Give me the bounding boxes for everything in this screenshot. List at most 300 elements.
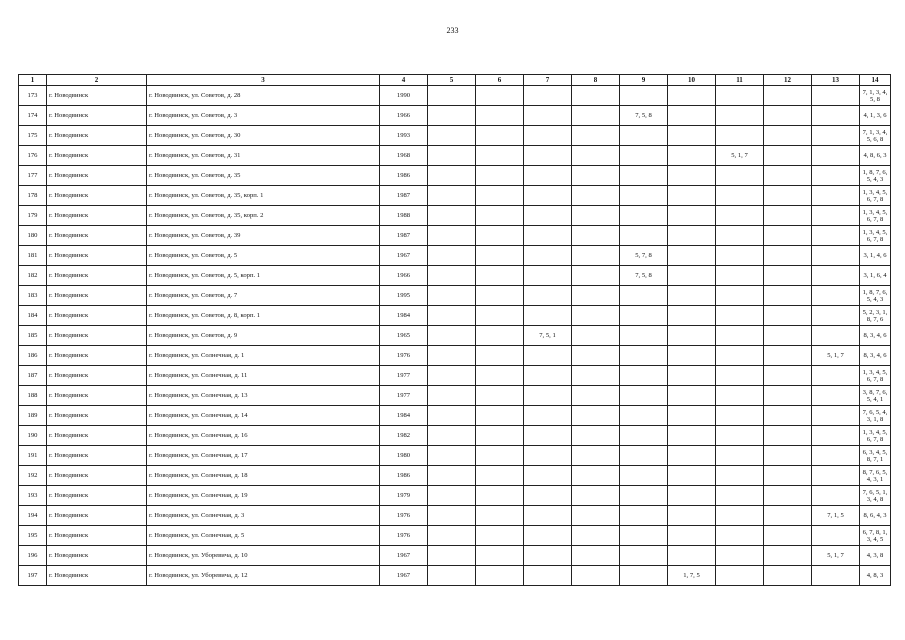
cell-col-6 [476, 526, 524, 546]
column-header-10: 10 [668, 75, 716, 86]
cell-row-number: 173 [19, 86, 47, 106]
cell-build-year: 1976 [380, 526, 428, 546]
cell-col-13 [812, 466, 860, 486]
cell-col-13 [812, 186, 860, 206]
table-row [19, 186, 891, 206]
cell-address: г. Новодвинск, ул. Уборевича, д. 12 [147, 566, 380, 586]
cell-col-8 [572, 386, 620, 406]
cell-col-12 [764, 226, 812, 246]
cell-row-number: 185 [19, 326, 47, 346]
cell-col-11 [716, 206, 764, 226]
cell-col-10 [668, 226, 716, 246]
cell-col-5 [428, 486, 476, 506]
cell-col-9 [620, 206, 668, 226]
cell-col-14: 1, 3, 4, 5, 6, 7, 8 [860, 366, 891, 386]
cell-col-14: 7, 6, 5, 1, 3, 4, 8 [860, 486, 891, 506]
table-row [19, 106, 891, 126]
cell-row-number: 191 [19, 446, 47, 466]
cell-row-number: 196 [19, 546, 47, 566]
cell-col-10 [668, 426, 716, 446]
cell-col-5 [428, 106, 476, 126]
cell-col-12 [764, 546, 812, 566]
cell-address: г. Новодвинск, ул. Советов, д. 31 [147, 146, 380, 166]
cell-col-11: 5, 1, 7 [716, 146, 764, 166]
cell-col-11 [716, 366, 764, 386]
cell-col-14: 4, 8, 6, 3 [860, 146, 891, 166]
cell-col-6 [476, 106, 524, 126]
cell-settlement: г. Новодвинск [47, 246, 147, 266]
cell-col-14: 3, 8, 7, 6, 5, 4, 1 [860, 386, 891, 406]
cell-col-14: 1, 3, 4, 5, 6, 7, 8 [860, 186, 891, 206]
cell-col-8 [572, 266, 620, 286]
cell-col-5 [428, 326, 476, 346]
cell-col-6 [476, 186, 524, 206]
table-row [19, 566, 891, 586]
cell-build-year: 1976 [380, 346, 428, 366]
cell-col-12 [764, 326, 812, 346]
cell-col-13 [812, 266, 860, 286]
cell-col-12 [764, 246, 812, 266]
cell-col-10 [668, 126, 716, 146]
cell-col-10 [668, 386, 716, 406]
cell-col-11 [716, 526, 764, 546]
cell-row-number: 179 [19, 206, 47, 226]
column-header-9: 9 [620, 75, 668, 86]
cell-col-14: 6, 7, 8, 1, 3, 4, 5 [860, 526, 891, 546]
cell-col-12 [764, 506, 812, 526]
cell-col-5 [428, 546, 476, 566]
cell-settlement: г. Новодвинск [47, 186, 147, 206]
cell-row-number: 174 [19, 106, 47, 126]
cell-col-12 [764, 106, 812, 126]
cell-col-9 [620, 126, 668, 146]
cell-col-10 [668, 326, 716, 346]
cell-col-13 [812, 366, 860, 386]
cell-col-11 [716, 466, 764, 486]
cell-col-6 [476, 486, 524, 506]
cell-address: г. Новодвинск, ул. Уборевича, д. 10 [147, 546, 380, 566]
cell-build-year: 1967 [380, 546, 428, 566]
cell-col-7 [524, 206, 572, 226]
column-header-7: 7 [524, 75, 572, 86]
column-header-6: 6 [476, 75, 524, 86]
cell-col-13 [812, 106, 860, 126]
cell-col-5 [428, 246, 476, 266]
cell-col-9: 7, 5, 8 [620, 106, 668, 126]
cell-col-5 [428, 446, 476, 466]
cell-col-12 [764, 186, 812, 206]
table-row [19, 386, 891, 406]
cell-build-year: 1984 [380, 406, 428, 426]
cell-address: г. Новодвинск, ул. Советов, д. 5 [147, 246, 380, 266]
cell-row-number: 194 [19, 506, 47, 526]
cell-col-5 [428, 86, 476, 106]
cell-col-6 [476, 566, 524, 586]
column-header-12: 12 [764, 75, 812, 86]
cell-col-11 [716, 246, 764, 266]
cell-col-10 [668, 406, 716, 426]
cell-settlement: г. Новодвинск [47, 546, 147, 566]
table-row [19, 166, 891, 186]
cell-col-13 [812, 446, 860, 466]
cell-col-13 [812, 166, 860, 186]
cell-col-6 [476, 506, 524, 526]
cell-col-8 [572, 246, 620, 266]
cell-settlement: г. Новодвинск [47, 206, 147, 226]
cell-col-9 [620, 86, 668, 106]
cell-build-year: 1993 [380, 126, 428, 146]
cell-col-6 [476, 246, 524, 266]
cell-row-number: 184 [19, 306, 47, 326]
cell-col-5 [428, 306, 476, 326]
table-row [19, 346, 891, 366]
cell-build-year: 1965 [380, 326, 428, 346]
cell-col-12 [764, 406, 812, 426]
cell-build-year: 1987 [380, 226, 428, 246]
cell-col-8 [572, 146, 620, 166]
cell-col-5 [428, 266, 476, 286]
cell-col-8 [572, 486, 620, 506]
cell-col-10 [668, 266, 716, 286]
cell-col-6 [476, 326, 524, 346]
table-row [19, 306, 891, 326]
cell-col-5 [428, 226, 476, 246]
cell-col-14: 1, 3, 4, 5, 6, 7, 8 [860, 206, 891, 226]
cell-col-11 [716, 106, 764, 126]
cell-col-9 [620, 486, 668, 506]
cell-address: г. Новодвинск, ул. Советов, д. 39 [147, 226, 380, 246]
cell-col-8 [572, 366, 620, 386]
cell-settlement: г. Новодвинск [47, 86, 147, 106]
cell-col-8 [572, 426, 620, 446]
cell-col-13 [812, 566, 860, 586]
cell-row-number: 176 [19, 146, 47, 166]
cell-col-6 [476, 346, 524, 366]
cell-col-10 [668, 166, 716, 186]
cell-col-8 [572, 306, 620, 326]
cell-col-12 [764, 366, 812, 386]
cell-col-11 [716, 346, 764, 366]
cell-settlement: г. Новодвинск [47, 286, 147, 306]
cell-settlement: г. Новодвинск [47, 386, 147, 406]
table-header-row [19, 75, 891, 86]
cell-col-8 [572, 286, 620, 306]
cell-col-10 [668, 306, 716, 326]
cell-address: г. Новодвинск, ул. Советов, д. 8, корп. 1 [147, 306, 380, 326]
housing-register-table [18, 74, 891, 586]
cell-col-10 [668, 186, 716, 206]
column-header-11: 11 [716, 75, 764, 86]
cell-col-14: 6, 3, 4, 5, 8, 7, 1 [860, 446, 891, 466]
cell-col-11 [716, 186, 764, 206]
cell-col-12 [764, 446, 812, 466]
cell-col-5 [428, 166, 476, 186]
cell-col-7 [524, 146, 572, 166]
cell-build-year: 1977 [380, 386, 428, 406]
cell-row-number: 186 [19, 346, 47, 366]
cell-address: г. Новодвинск, ул. Солнечная, д. 18 [147, 466, 380, 486]
cell-col-8 [572, 506, 620, 526]
cell-col-7 [524, 346, 572, 366]
cell-col-14: 3, 1, 4, 6 [860, 246, 891, 266]
cell-col-8 [572, 126, 620, 146]
cell-col-9 [620, 146, 668, 166]
cell-col-8 [572, 466, 620, 486]
cell-col-7 [524, 426, 572, 446]
cell-col-5 [428, 346, 476, 366]
cell-col-7 [524, 406, 572, 426]
table-row [19, 226, 891, 246]
cell-col-7 [524, 366, 572, 386]
cell-row-number: 192 [19, 466, 47, 486]
cell-col-14: 1, 8, 7, 6, 5, 4, 3 [860, 286, 891, 306]
cell-col-13 [812, 246, 860, 266]
cell-col-10 [668, 86, 716, 106]
cell-col-13 [812, 226, 860, 246]
cell-col-5 [428, 566, 476, 586]
cell-settlement: г. Новодвинск [47, 486, 147, 506]
cell-col-12 [764, 526, 812, 546]
cell-col-14: 4, 3, 8 [860, 546, 891, 566]
cell-row-number: 177 [19, 166, 47, 186]
cell-address: г. Новодвинск, ул. Советов, д. 9 [147, 326, 380, 346]
cell-col-10 [668, 346, 716, 366]
cell-col-9 [620, 446, 668, 466]
cell-col-11 [716, 166, 764, 186]
cell-col-11 [716, 406, 764, 426]
cell-build-year: 1995 [380, 286, 428, 306]
cell-col-9 [620, 166, 668, 186]
cell-col-8 [572, 526, 620, 546]
cell-col-7 [524, 266, 572, 286]
cell-col-9 [620, 366, 668, 386]
cell-col-9 [620, 406, 668, 426]
cell-col-7 [524, 166, 572, 186]
cell-col-7 [524, 86, 572, 106]
cell-col-12 [764, 426, 812, 446]
cell-col-8 [572, 406, 620, 426]
cell-settlement: г. Новодвинск [47, 446, 147, 466]
cell-address: г. Новодвинск, ул. Советов, д. 35, корп. 2 [147, 206, 380, 226]
table-row [19, 466, 891, 486]
cell-col-9 [620, 426, 668, 446]
cell-settlement: г. Новодвинск [47, 106, 147, 126]
cell-col-7 [524, 126, 572, 146]
cell-col-9 [620, 526, 668, 546]
table-row [19, 266, 891, 286]
cell-col-7 [524, 486, 572, 506]
cell-settlement: г. Новодвинск [47, 146, 147, 166]
page-number: 233 [446, 26, 459, 35]
cell-row-number: 181 [19, 246, 47, 266]
cell-col-14: 3, 1, 6, 4 [860, 266, 891, 286]
cell-col-9: 5, 7, 8 [620, 246, 668, 266]
cell-col-13 [812, 286, 860, 306]
cell-col-11 [716, 486, 764, 506]
table-row [19, 406, 891, 426]
cell-col-8 [572, 326, 620, 346]
table-row [19, 326, 891, 346]
cell-col-11 [716, 286, 764, 306]
cell-col-13 [812, 386, 860, 406]
cell-settlement: г. Новодвинск [47, 466, 147, 486]
cell-col-5 [428, 506, 476, 526]
cell-col-12 [764, 166, 812, 186]
cell-row-number: 193 [19, 486, 47, 506]
cell-build-year: 1980 [380, 446, 428, 466]
cell-col-6 [476, 306, 524, 326]
cell-row-number: 189 [19, 406, 47, 426]
cell-build-year: 1988 [380, 206, 428, 226]
column-header-8: 8 [572, 75, 620, 86]
cell-col-9 [620, 506, 668, 526]
cell-col-14: 1, 8, 7, 6, 5, 4, 3 [860, 166, 891, 186]
cell-col-7 [524, 566, 572, 586]
cell-col-12 [764, 266, 812, 286]
cell-settlement: г. Новодвинск [47, 306, 147, 326]
cell-col-8 [572, 446, 620, 466]
cell-settlement: г. Новодвинск [47, 366, 147, 386]
cell-build-year: 1967 [380, 246, 428, 266]
cell-col-10 [668, 506, 716, 526]
cell-col-13 [812, 206, 860, 226]
cell-col-6 [476, 266, 524, 286]
cell-col-14: 5, 2, 3, 1, 8, 7, 6 [860, 306, 891, 326]
cell-col-6 [476, 126, 524, 146]
cell-col-14: 1, 3, 4, 5, 6, 7, 8 [860, 226, 891, 246]
cell-build-year: 1986 [380, 466, 428, 486]
cell-row-number: 175 [19, 126, 47, 146]
table-row [19, 146, 891, 166]
cell-col-6 [476, 286, 524, 306]
cell-col-6 [476, 206, 524, 226]
cell-col-13 [812, 426, 860, 446]
cell-address: г. Новодвинск, ул. Солнечная, д. 16 [147, 426, 380, 446]
cell-build-year: 1986 [380, 166, 428, 186]
cell-col-6 [476, 426, 524, 446]
cell-col-8 [572, 186, 620, 206]
cell-col-6 [476, 226, 524, 246]
cell-build-year: 1990 [380, 86, 428, 106]
cell-col-13 [812, 86, 860, 106]
cell-row-number: 197 [19, 566, 47, 586]
cell-col-7 [524, 246, 572, 266]
cell-col-12 [764, 146, 812, 166]
cell-col-13: 7, 1, 5 [812, 506, 860, 526]
cell-col-7 [524, 466, 572, 486]
cell-col-7 [524, 526, 572, 546]
cell-address: г. Новодвинск, ул. Солнечная, д. 5 [147, 526, 380, 546]
cell-col-13 [812, 126, 860, 146]
cell-col-8 [572, 346, 620, 366]
cell-col-9 [620, 346, 668, 366]
cell-address: г. Новодвинск, ул. Советов, д. 28 [147, 86, 380, 106]
cell-settlement: г. Новодвинск [47, 426, 147, 446]
cell-address: г. Новодвинск, ул. Советов, д. 7 [147, 286, 380, 306]
cell-col-6 [476, 166, 524, 186]
cell-col-6 [476, 146, 524, 166]
cell-col-10 [668, 466, 716, 486]
cell-col-7 [524, 186, 572, 206]
table-row [19, 546, 891, 566]
table-row [19, 286, 891, 306]
cell-col-6 [476, 366, 524, 386]
table-row [19, 206, 891, 226]
cell-col-10 [668, 246, 716, 266]
cell-col-7 [524, 286, 572, 306]
cell-col-5 [428, 366, 476, 386]
cell-col-12 [764, 486, 812, 506]
cell-col-11 [716, 226, 764, 246]
cell-build-year: 1977 [380, 366, 428, 386]
cell-col-8 [572, 546, 620, 566]
cell-col-12 [764, 286, 812, 306]
cell-build-year: 1968 [380, 146, 428, 166]
cell-col-13 [812, 146, 860, 166]
cell-build-year: 1979 [380, 486, 428, 506]
cell-col-14: 8, 3, 4, 6 [860, 346, 891, 366]
cell-col-11 [716, 306, 764, 326]
cell-col-10 [668, 546, 716, 566]
cell-build-year: 1966 [380, 266, 428, 286]
cell-build-year: 1982 [380, 426, 428, 446]
cell-col-14: 7, 6, 5, 4, 3, 1, 8 [860, 406, 891, 426]
cell-col-6 [476, 466, 524, 486]
cell-col-5 [428, 206, 476, 226]
cell-col-14: 1, 3, 4, 5, 6, 7, 8 [860, 426, 891, 446]
cell-col-12 [764, 126, 812, 146]
cell-col-7 [524, 106, 572, 126]
cell-build-year: 1966 [380, 106, 428, 126]
cell-settlement: г. Новодвинск [47, 266, 147, 286]
cell-settlement: г. Новодвинск [47, 126, 147, 146]
cell-col-12 [764, 386, 812, 406]
cell-col-10: 1, 7, 5 [668, 566, 716, 586]
cell-address: г. Новодвинск, ул. Солнечная, д. 14 [147, 406, 380, 426]
column-header-2: 2 [47, 75, 147, 86]
cell-col-5 [428, 386, 476, 406]
cell-col-9: 7, 5, 8 [620, 266, 668, 286]
cell-col-8 [572, 566, 620, 586]
cell-col-5 [428, 466, 476, 486]
cell-col-10 [668, 366, 716, 386]
cell-col-9 [620, 466, 668, 486]
cell-col-14: 4, 8, 3 [860, 566, 891, 586]
cell-col-14: 4, 1, 3, 6 [860, 106, 891, 126]
cell-col-5 [428, 406, 476, 426]
cell-row-number: 178 [19, 186, 47, 206]
cell-col-5 [428, 426, 476, 446]
column-header-3: 3 [147, 75, 380, 86]
cell-settlement: г. Новодвинск [47, 166, 147, 186]
cell-row-number: 195 [19, 526, 47, 546]
cell-col-13: 5, 1, 7 [812, 346, 860, 366]
cell-settlement: г. Новодвинск [47, 226, 147, 246]
cell-settlement: г. Новодвинск [47, 506, 147, 526]
cell-col-11 [716, 566, 764, 586]
cell-col-12 [764, 306, 812, 326]
cell-col-12 [764, 86, 812, 106]
cell-col-10 [668, 206, 716, 226]
cell-col-5 [428, 186, 476, 206]
cell-build-year: 1984 [380, 306, 428, 326]
cell-build-year: 1967 [380, 566, 428, 586]
cell-row-number: 187 [19, 366, 47, 386]
cell-col-11 [716, 446, 764, 466]
cell-settlement: г. Новодвинск [47, 526, 147, 546]
table-row [19, 86, 891, 106]
cell-col-11 [716, 266, 764, 286]
